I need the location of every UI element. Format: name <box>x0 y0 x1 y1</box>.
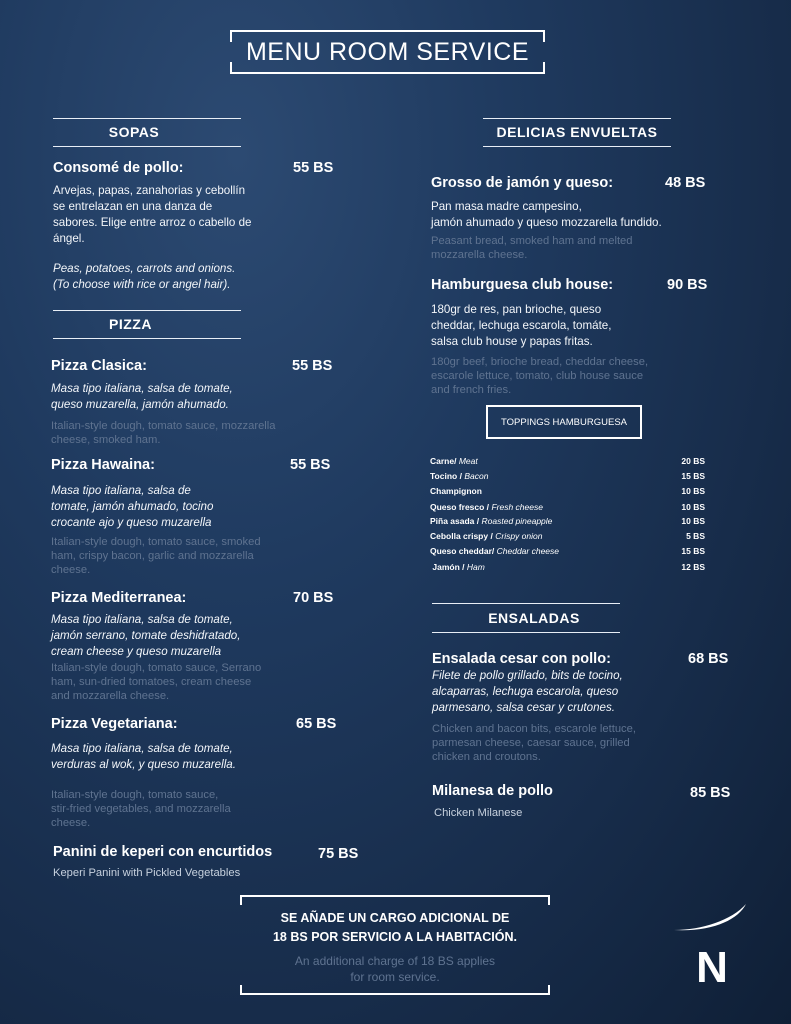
item-price: 55 BS <box>293 160 334 176</box>
topping-row: Piña asada / Roasted pineapple 10 BS <box>430 516 705 526</box>
item-english: Chicken Milanese <box>434 807 523 819</box>
item-english: Italian-style dough, tomato sauce, Serrano ham, sun-dried tomatoes, cream cheese and mozzarella cheese. <box>51 662 262 702</box>
item-name: Pizza Clasica: <box>51 358 147 374</box>
section-heading-delicias: DELICIAS ENVUELTAS <box>496 124 658 140</box>
divider <box>432 632 620 633</box>
item-price: 70 BS <box>293 590 334 606</box>
divider <box>53 338 241 339</box>
svg-text:N: N <box>696 943 728 992</box>
item-description: Filete de pollo grillado, bits de tocino, alcaparras, lechuga escarola, queso parmesano, salsa cesar y crutones. <box>432 669 623 714</box>
notice-english: An additional charge of 18 BS applies for room service. <box>294 954 496 984</box>
item-english: Italian-style dough, tomato sauce, stir-fried vegetables, and mozzarella cheese. <box>51 789 231 829</box>
item-name: Milanesa de pollo <box>432 783 553 799</box>
section-heading-ensaladas: ENSALADAS <box>488 610 580 626</box>
item-english: Peasant bread, smoked ham and melted mozzarella cheese. <box>431 235 633 261</box>
item-price: 48 BS <box>665 175 706 191</box>
topping-row: Carne/ Meat 20 BS <box>430 456 705 466</box>
item-price: 75 BS <box>318 846 359 862</box>
topping-row: Cebolla crispy / Crispy onion 5 BS <box>430 531 705 541</box>
topping-row: Tocino / Bacon 15 BS <box>430 471 705 481</box>
item-name: Pizza Mediterranea: <box>51 590 187 606</box>
item-english: Italian-style dough, tomato sauce, mozzarella cheese, smoked ham. <box>51 420 276 446</box>
item-name: Panini de keperi con encurtidos <box>53 844 273 860</box>
topping-row: Champignon 10 BS <box>430 486 705 496</box>
item-english: 180gr beef, brioche bread, cheddar cheese, escarole lettuce, tomato, club house sauce and french fries. <box>431 356 649 396</box>
page-title: MENU ROOM SERVICE <box>245 37 530 66</box>
item-name: Pizza Vegetariana: <box>51 716 178 732</box>
item-price: 85 BS <box>690 785 731 801</box>
divider <box>53 146 241 147</box>
item-price: 90 BS <box>667 277 708 293</box>
item-english: Keperi Panini with Pickled Vegetables <box>53 867 241 879</box>
toppings-heading: TOPPINGS HAMBURGUESA <box>486 407 642 439</box>
item-price: 55 BS <box>292 358 333 374</box>
item-description: Arvejas, papas, zanahorias y cebollín se entrelazan en una danza de sabores. Elige entre arroz o cabello de ángel. <box>53 184 252 245</box>
item-english: Chicken and bacon bits, escarole lettuce, parmesan cheese, caesar sauce, grilled chicken and croutons. <box>432 723 636 763</box>
item-name: Consomé de pollo: <box>53 160 184 176</box>
item-description: Pan masa madre campesino, jamón ahumado y queso mozzarella fundido. <box>431 200 662 229</box>
item-name: Pizza Hawaina: <box>51 457 155 473</box>
divider <box>483 118 671 119</box>
divider <box>53 310 241 311</box>
item-price: 68 BS <box>688 651 729 667</box>
item-description: Masa tipo italiana, salsa de tomate, jamón ahumado, tocino crocante ajo y queso muzarella <box>51 484 214 529</box>
topping-row: Jamón / Ham 12 BS <box>432 562 705 572</box>
item-name: Grosso de jamón y queso: <box>431 175 614 191</box>
topping-row: Queso fresco / Fresh cheese 10 BS <box>430 502 705 512</box>
novotel-logo-icon <box>672 900 752 992</box>
topping-row: Queso cheddar/ Cheddar cheese 15 BS <box>430 546 705 556</box>
item-description: 180gr de res, pan brioche, queso cheddar, lechuga escarola, tomáte, salsa club house y papas fritas. <box>431 303 612 348</box>
divider <box>432 603 620 604</box>
menu-title-frame <box>230 30 545 74</box>
notice-spanish: SE AÑADE UN CARGO ADICIONAL DE 18 BS POR SERVICIO A LA HABITACIÓN. <box>272 911 517 944</box>
item-price: 65 BS <box>296 716 337 732</box>
item-price: 55 BS <box>290 457 331 473</box>
item-description: Masa tipo italiana, salsa de tomate, verduras al wok, y queso muzarella. <box>51 742 236 771</box>
item-description: Masa tipo italiana, salsa de tomate, jamón serrano, tomate deshidratado, cream cheese y queso muzarella <box>51 613 241 658</box>
item-name: Hamburguesa club house: <box>431 277 614 293</box>
item-name: Ensalada cesar con pollo: <box>432 651 611 667</box>
service-charge-notice <box>240 895 550 995</box>
item-english: Italian-style dough, tomato sauce, smoked ham, crispy bacon, garlic and mozzarella cheese. <box>51 536 261 576</box>
divider <box>53 118 241 119</box>
item-description: Masa tipo italiana, salsa de tomate, queso muzarella, jamón ahumado. <box>51 382 233 411</box>
section-heading-pizza: PIZZA <box>109 316 152 332</box>
divider <box>483 146 671 147</box>
section-heading-sopas: SOPAS <box>108 124 160 140</box>
item-english: Peas, potatoes, carrots and onions. (To choose with rice or angel hair). <box>53 262 236 291</box>
